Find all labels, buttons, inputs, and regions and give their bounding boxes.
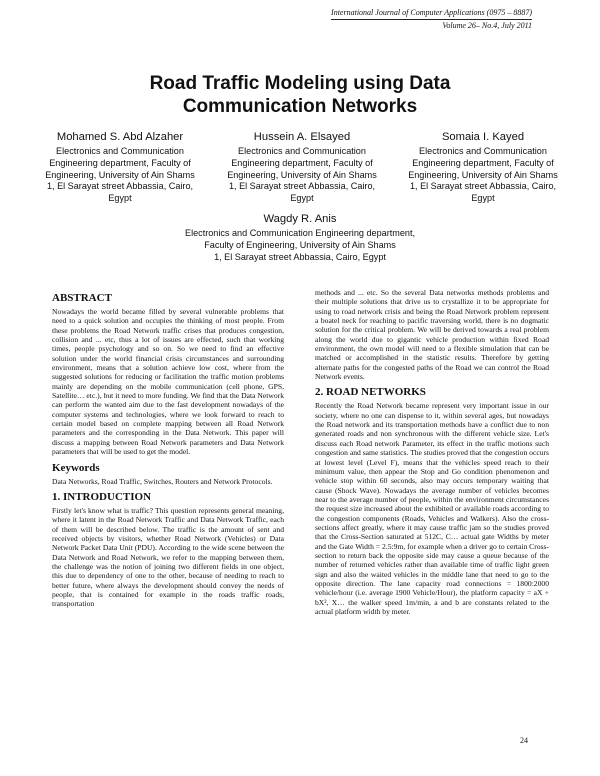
road-networks-heading: 2. ROAD NETWORKS bbox=[315, 386, 426, 399]
author-affiliation bbox=[393, 146, 573, 205]
affiliation-line: Electronics and Communication bbox=[419, 146, 547, 156]
author-block-3 bbox=[393, 130, 573, 205]
affiliation-line: Engineering, University of Ain Shams bbox=[408, 169, 558, 180]
journal-name: International Journal of Computer Applications (0975 – 8887) bbox=[331, 8, 532, 20]
author-name: Hussein A. Elsayed bbox=[253, 131, 351, 143]
road-networks-text: Recently the Road Network became represent very important issue in our society, where no one can dispense to it, within several ages, but nowadays the Road network and its transportation methods have a conflict due to non generated roads and non synchronous with the different vehicle size. Let's discuss each Road network Parameter, its effect in the traffic motions such congestion and same statistics. The studies proved that the congestion occurs at lowest level (Level F), means that the vehicles speed reach to their minimum value, then appear the Stop and Go condition phenomenon and vehicle stop within 60 seconds, also may occurs temporary waiting that cause (Shock Wave). Nowadays the average number of vehicles becomes near to the average number of people, within the environment circumstances the request size increased about the exhibited or available roads according to the congestion components (Roads, Vehicles and Walkers). Also the cross-sections affect greatly, where it may cause traffic jam so the studies proved that the Cross-Section saturated at 512C, C… actual gate Widths by meter and the Gate Width = 2.5:9m, for example when a driver go to certain Cross-section to return back the opposite side may cause a queue because of the number of returned vehicles rather than available time of traffic light green sign and also the waited vehicles in the middle lane that need to go to the opposite direction. The lane capacity road connections = 1800:2000 vehicle/hour (i.e. average 1900 Vehicle/Hour), the platform capacity = aX + bX², X… the walker speed 1m/min, a and b are constants related to the actual platform width by meter. bbox=[315, 401, 549, 616]
author-name: Wagdy R. Anis bbox=[263, 213, 337, 225]
affiliation-line: Engineering, University of Ain Shams bbox=[45, 169, 195, 180]
paper-title-line-1: Road Traffic Modeling using Data bbox=[149, 73, 451, 94]
affiliation-line: Egypt bbox=[108, 193, 132, 204]
introduction-heading: 1. INTRODUCTION bbox=[52, 490, 152, 503]
affiliation-line: Engineering department, Faculty of bbox=[49, 157, 191, 168]
introduction-text: Firstly let's know what is traffic? This question represents general meaning, where it latent in the Road Network Traffic and Data Network Traffic, each of them will be described below. The traffic is the amount of sent and received objects by visitors, whether Road Network (Vehicles) or Data Network Packet Data Unit (PDU). According to the wide scene between the Data Network and Road Network, we refer to the mapping between them, the challenge was the notion of joining two different fields in one object, this due to dependency of one to the other, because of needing to reach to better future, where always the development should convey the needs of people, that is contained for example in the roads traffic roads, transportation bbox=[52, 505, 284, 609]
author-affiliation bbox=[213, 146, 391, 205]
page-number: 24 bbox=[520, 736, 528, 745]
right-column bbox=[315, 288, 549, 616]
abstract-text: Nowadays the world became filled by several vulnerable problems that need to a quick solution and occupies the thinking of most people. From these problems the Road Network traffic crises that produces congestion, collision and ... etc, thus a lot of issues are effected, such that working times, people psychology and so on. So we need to find an effective solution under the world financial crisis circumstances and surrounding environment, means that a solution achieve low cost, where from the suggested solutions for reducing or facilitation the traffic motion problems mainly are depending on the mobile communication (cell phone, GPS, Satellite… etc.), but it need to more funding. We find that the Data Network can perform the wanted aim due to the fast development nowadays of the computer systems and technologies, where we look forward to reach to certain model based on complete mapping between all Road Network parameters and the corresponding in the Data Network. This paper will discuss a mapping between Road Network parameters and Data Network parameters that will be used to get the model. bbox=[52, 307, 284, 457]
left-column bbox=[52, 288, 284, 609]
journal-header bbox=[331, 8, 532, 31]
affiliation-line: Engineering, University of Ain Shams bbox=[227, 169, 377, 180]
keywords-heading: Keywords bbox=[52, 461, 100, 474]
introduction-continued-text: methods and ... etc. So the several Data networks methods problems and their multiple solutions that drive us to crystallize it to be appropriate for using to road network crisis and being the Road Network problem represent a boatel neck for reaching to pacific traversing world, there is no dogmatic solution for the critical problem. We will be derived towards a real problem along the world due to gigantic vehicle production within fixed Road environment, the own model will need to a flexible simulation that can be matched or accomplished in the statistic results. Therefore by getting alternate paths for the congested paths of the Road we can control the Road Network events. bbox=[315, 288, 549, 382]
author-name: Mohamed S. Abd Alzaher bbox=[56, 131, 184, 143]
author-affiliation bbox=[30, 146, 210, 205]
affiliation-line: Egypt bbox=[471, 193, 495, 204]
affiliation-line: Engineering department, Faculty of bbox=[412, 157, 554, 168]
author-affiliation bbox=[150, 228, 450, 263]
affiliation-line: Engineering department, Faculty of bbox=[231, 157, 373, 168]
affiliation-line: 1, El Sarayat street Abbassia, Cairo, bbox=[228, 181, 376, 192]
paper-title-line-2: Communication Networks bbox=[182, 96, 418, 117]
affiliation-line: Electronics and Communication Engineering department, bbox=[185, 228, 415, 238]
affiliation-line: 1, El Sarayat street Abbassia, Cairo, bbox=[46, 181, 194, 192]
affiliation-line: 1, El Sarayat street Abbassia, Cairo, Egypt bbox=[214, 251, 386, 262]
paper-title bbox=[60, 72, 540, 118]
author-block-2 bbox=[213, 130, 391, 205]
affiliation-line: Electronics and Communication bbox=[56, 146, 184, 156]
abstract-heading: ABSTRACT bbox=[52, 292, 112, 304]
journal-volume: Volume 26– No.4, July 2011 bbox=[442, 21, 532, 30]
keywords-text: Data Networks, Road Traffic, Switches, Routers and Network Protocols. bbox=[52, 476, 273, 486]
author-block-4 bbox=[150, 212, 450, 263]
author-block-1 bbox=[30, 130, 210, 205]
author-name: Somaia I. Kayed bbox=[441, 131, 525, 143]
affiliation-line: Faculty of Engineering, University of Ain Shams bbox=[204, 239, 396, 250]
affiliation-line: 1, El Sarayat street Abbassia, Cairo, bbox=[409, 181, 557, 192]
affiliation-line: Egypt bbox=[290, 193, 314, 204]
affiliation-line: Electronics and Communication bbox=[238, 146, 366, 156]
